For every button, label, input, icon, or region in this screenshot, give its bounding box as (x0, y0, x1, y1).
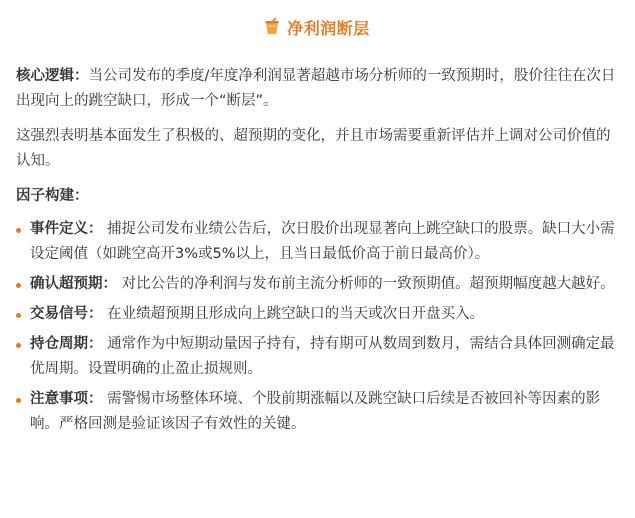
list-item (16, 332, 617, 382)
item-text: 对比公告的净利润与发布前主流分析师的一致预期值。超预期幅度越大越好。 (121, 276, 615, 292)
page-title: 净利润断层 (287, 18, 370, 38)
list-item (16, 302, 617, 327)
item-text: 捕捉公司发布业绩公告后，次日股价出现显著向上跳空缺口的股票。缺口大小需设定阈值（如跳空高开3%或5%以上，且当日最低价高于前日最高价）。 (30, 221, 615, 262)
item-text: 在业绩超预期且形成向上跳空缺口的当天或次日开盘买入。 (107, 306, 485, 322)
list-item (16, 272, 617, 297)
bullet-dot (16, 313, 21, 318)
item-label: 注意事项： (30, 391, 103, 407)
bullet-dot (16, 343, 21, 348)
item-label: 持仓周期： (30, 336, 103, 352)
bullet-dot (16, 398, 21, 403)
implication-paragraph: 这强烈表明基本面发生了积极的、超预期的变化，并且市场需要重新评估并上调对公司价值的认知。 (16, 128, 611, 169)
list-item (16, 387, 617, 437)
item-label: 确认超预期： (30, 276, 117, 292)
core-logic-paragraph (16, 64, 617, 114)
item-label: 交易信号： (30, 306, 103, 322)
core-logic-text: 当公司发布的季度/年度净利润显著超越市场分析师的一致预期时，股价往往在次日出现向上的跳空缺口，形成一个“断层”。 (16, 68, 616, 109)
item-label: 事件定义： (30, 221, 103, 237)
title-row (16, 0, 617, 52)
bullet-dot (16, 228, 21, 233)
factor-list (16, 217, 617, 437)
core-logic-label: 核心逻辑： (16, 68, 89, 84)
drink-cup-icon (263, 18, 281, 36)
item-text: 通常作为中短期动量因子持有，持有期可从数周到数月，需结合具体回测确定最优周期。设置明确的止盈止损规则。 (30, 336, 615, 377)
item-text: 需警惕市场整体环境、个股前期涨幅以及跳空缺口后续是否被回补等因素的影响。严格回测是验证该因子有效性的关键。 (30, 391, 601, 432)
factor-heading: 因子构建： (16, 188, 89, 204)
bullet-dot (16, 283, 21, 288)
list-item (16, 217, 617, 267)
